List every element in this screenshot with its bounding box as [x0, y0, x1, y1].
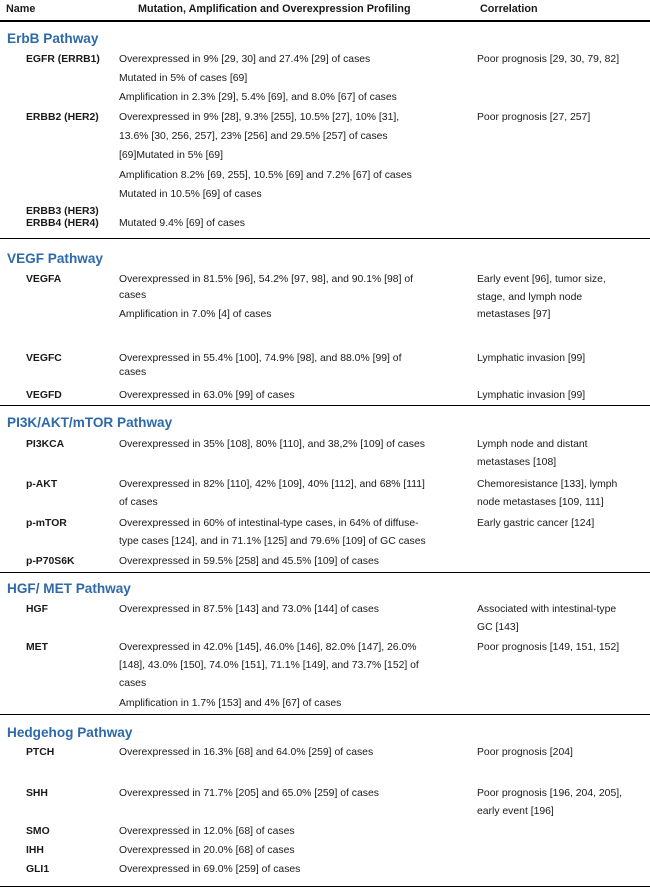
correlation-line: Lymphatic invasion [99]: [477, 353, 586, 364]
gene-name: SMO: [26, 826, 50, 837]
correlation-line: Early event [96], tumor size,: [477, 274, 606, 285]
correlation-line: Associated with intestinal-type: [477, 604, 617, 615]
gene-name: EGFR (ERRB1): [26, 54, 100, 65]
profiling-line: Mutated in 5% of cases [69]: [119, 73, 248, 84]
correlation-line: metastases [108]: [477, 457, 557, 468]
section-divider: [0, 238, 650, 239]
profiling-line: Amplification in 2.3% [29], 5.4% [69], and 8.0% [67] of cases: [119, 92, 397, 103]
correlation-line: Lymph node and distant: [477, 439, 588, 450]
profiling-line: type cases [124], and in 71.1% [125] and 79.6% [109] of GC cases: [119, 536, 426, 547]
profiling-line: Overexpressed in 9% [28], 9.3% [255], 10.5% [27], 10% [31],: [119, 112, 400, 123]
gene-name: VEGFC: [26, 353, 62, 364]
profiling-line: Overexpressed in 71.7% [205] and 65.0% [259] of cases: [119, 788, 379, 799]
gene-name: IHH: [26, 845, 44, 856]
gene-name: VEGFD: [26, 390, 62, 401]
gene-name: GLI1: [26, 864, 50, 875]
section-divider: [0, 714, 650, 715]
profiling-line: cases: [119, 678, 147, 689]
profiling-line: Overexpressed in 55.4% [100], 74.9% [98], and 88.0% [99] of: [119, 353, 402, 364]
profiling-line: cases: [119, 367, 147, 378]
gene-name: p-P70S6K: [26, 556, 75, 567]
profiling-line: Overexpressed in 12.0% [68] of cases: [119, 826, 295, 837]
profiling-line: Overexpressed in 63.0% [99] of cases: [119, 390, 295, 401]
correlation-line: GC [143]: [477, 622, 519, 633]
correlation-line: Poor prognosis [149, 151, 152]: [477, 642, 620, 653]
gene-name: PI3KCA: [26, 439, 65, 450]
section-title: PI3K/AKT/mTOR Pathway: [7, 415, 173, 430]
profiling-line: Overexpressed in 60% of intestinal-type cases, in 64% of diffuse-: [119, 518, 419, 529]
profiling-line: Overexpressed in 87.5% [143] and 73.0% [144] of cases: [119, 604, 379, 615]
gene-name: VEGFA: [26, 274, 62, 285]
gene-name: ERBB3 (HER3): [26, 206, 99, 217]
correlation-line: Poor prognosis [29, 30, 79, 82]: [477, 54, 620, 65]
gene-name: ERBB2 (HER2): [26, 112, 99, 123]
section-divider: [0, 21, 650, 22]
profiling-line: 13.6% [30, 256, 257], 23% [256] and 29.5% [257] of cases: [119, 131, 388, 142]
profiling-line: Overexpressed in 69.0% [259] of cases: [119, 864, 301, 875]
profiling-line: of cases: [119, 497, 158, 508]
profiling-line: [69]Mutated in 5% [69]: [119, 150, 223, 161]
gene-name: PTCH: [26, 747, 55, 758]
profiling-line: Amplification 8.2% [69, 255], 10.5% [69] and 7.2% [67] of cases: [119, 170, 412, 181]
profiling-line: [148], 43.0% [150], 74.0% [151], 71.1% [149], and 73.7% [152] of: [119, 660, 419, 671]
correlation-line: stage, and lymph node: [477, 292, 583, 303]
gene-name: HGF: [26, 604, 48, 615]
profiling-line: Amplification in 1.7% [153] and 4% [67] of cases: [119, 698, 342, 709]
header-correlation: Correlation: [480, 3, 538, 15]
gene-name: p-AKT: [26, 479, 58, 490]
profiling-line: Overexpressed in 82% [110], 42% [109], 40% [112], and 68% [111]: [119, 479, 425, 490]
section-title: VEGF Pathway: [7, 251, 103, 266]
section-title: Hedgehog Pathway: [7, 725, 133, 740]
correlation-line: Lymphatic invasion [99]: [477, 390, 586, 401]
section-title: HGF/ MET Pathway: [7, 581, 131, 596]
table-header: [0, 0, 650, 21]
profiling-line: Overexpressed in 35% [108], 80% [110], and 38,2% [109] of cases: [119, 439, 425, 450]
correlation-line: Chemoresistance [133], lymph: [477, 479, 618, 490]
profiling-line: cases: [119, 290, 147, 301]
correlation-line: node metastases [109, 111]: [477, 497, 604, 508]
profiling-line: Overexpressed in 20.0% [68] of cases: [119, 845, 295, 856]
table-bottom-rule: [0, 886, 650, 887]
profiling-line: Overexpressed in 42.0% [145], 46.0% [146], 82.0% [147], 26.0%: [119, 642, 417, 653]
profiling-line: Overexpressed in 81.5% [96], 54.2% [97, 98], and 90.1% [98] of: [119, 274, 414, 285]
correlation-line: Poor prognosis [196, 204, 205],: [477, 788, 622, 799]
section-divider: [0, 405, 650, 406]
profiling-line: Mutated in 10.5% [69] of cases: [119, 189, 262, 200]
correlation-line: metastases [97]: [477, 309, 551, 320]
profiling-line: Mutated 9.4% [69] of cases: [119, 218, 245, 229]
profiling-line: Overexpressed in 59.5% [258] and 45.5% [109] of cases: [119, 556, 379, 567]
profiling-line: Overexpressed in 9% [29, 30] and 27.4% [29] of cases: [119, 54, 371, 65]
gene-name: ERBB4 (HER4): [26, 218, 99, 229]
gene-name: MET: [26, 642, 48, 653]
correlation-line: early event [196]: [477, 806, 554, 817]
section-title: ErbB Pathway: [7, 31, 99, 46]
profiling-line: Amplification in 7.0% [4] of cases: [119, 309, 272, 320]
gene-name: p-mTOR: [26, 518, 67, 529]
header-profiling: Mutation, Amplification and Overexpression Profiling: [138, 3, 411, 15]
correlation-line: Poor prognosis [27, 257]: [477, 112, 591, 123]
correlation-line: Early gastric cancer [124]: [477, 518, 595, 529]
correlation-line: Poor prognosis [204]: [477, 747, 573, 758]
profiling-line: Overexpressed in 16.3% [68] and 64.0% [259] of cases: [119, 747, 374, 758]
section-divider: [0, 572, 650, 573]
header-name: Name: [6, 3, 36, 15]
gene-name: SHH: [26, 788, 48, 799]
